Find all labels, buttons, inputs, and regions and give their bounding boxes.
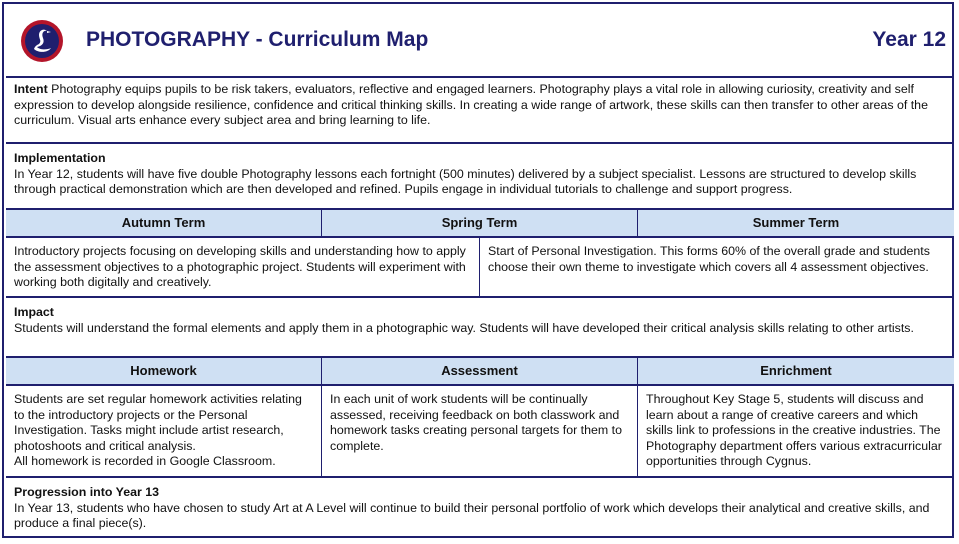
summer-term-header: Summer Term — [752, 215, 840, 230]
autumn-term-content: Introductory projects focusing on developing skills and understanding how to apply the assessment objectives to a photographic project. Students will experiment with working both digitally and creatively. — [6, 238, 480, 296]
assessment-header: Assessment — [322, 358, 638, 384]
extras-header-row — [6, 358, 954, 386]
homework-note: All homework is recorded in Google Classroom. — [14, 454, 276, 468]
progression-text: In Year 13, students who have chosen to study Art at A Level will continue to build their personal portfolio of work which develops their analytical and creative skills, and produce a final piece(s). — [14, 500, 930, 530]
impact-section — [6, 298, 954, 358]
terms-header-row — [6, 210, 954, 238]
implementation-text: In Year 12, students will have five double Photography lessons each fortnight (500 minutes) delivered by a subject specialist. Lessons are structured to develop skills through practical demonstration which are then developed and refined. Pupils engage in individual tutorials to challenge and support progress. — [14, 166, 917, 196]
intent-section — [6, 78, 954, 144]
swan-crest-icon — [20, 19, 64, 63]
assessment-content: In each unit of work students will be continually assessed, receiving feedback on both classwork and homework tasks creating personal targets for them to complete. — [322, 386, 638, 476]
intent-text: Photography equips pupils to be risk takers, evaluators, reflective and engaged learners. Photography plays a vital role in allowing curiosity, creativity and self expression to develop alongside resilience, confidence and critical thinking skills. In creating a wide range of artwork, these skills can then transfer to other areas of the curriculum. Visual arts enhance every subject area and bring learning to life. — [14, 82, 928, 127]
progression-section — [6, 478, 954, 538]
homework-text: Students are set regular homework activities relating to the introductory projects or the Personal Investigation. Tasks might include artist research, photoshoots and critical analysis. — [14, 392, 302, 453]
terms-content-row — [6, 238, 954, 298]
intent-label: Intent — [14, 82, 48, 96]
progression-label: Progression into Year 13 — [14, 485, 160, 499]
impact-label: Impact — [14, 305, 54, 319]
page-title: PHOTOGRAPHY - Curriculum Map — [86, 28, 429, 51]
impact-text: Students will understand the formal elements and apply them in a photographic way. Students will have developed their critical analysis skills relating to other artists. — [14, 320, 914, 335]
spring-term-header: Spring Term — [322, 210, 638, 236]
implementation-section — [6, 144, 954, 210]
extras-content-row — [6, 386, 954, 478]
enrichment-content: Throughout Key Stage 5, students will discuss and learn about a range of creative careers and which skills link to professions in the creative industries. The Photography department offers various extracurricular opportunities through Cygnus. — [646, 392, 942, 468]
autumn-term-header: Autumn Term — [6, 210, 322, 236]
header — [6, 4, 954, 78]
curriculum-map — [2, 2, 954, 538]
implementation-label: Implementation — [14, 151, 106, 165]
spring-summer-term-content: Start of Personal Investigation. This forms 60% of the overall grade and students choose their own theme to investigate which covers all 4 assessment objectives. — [488, 244, 930, 274]
homework-content — [6, 386, 322, 476]
year-label: Year 12 — [872, 28, 946, 51]
homework-header: Homework — [6, 358, 322, 384]
enrichment-header: Enrichment — [760, 363, 832, 378]
